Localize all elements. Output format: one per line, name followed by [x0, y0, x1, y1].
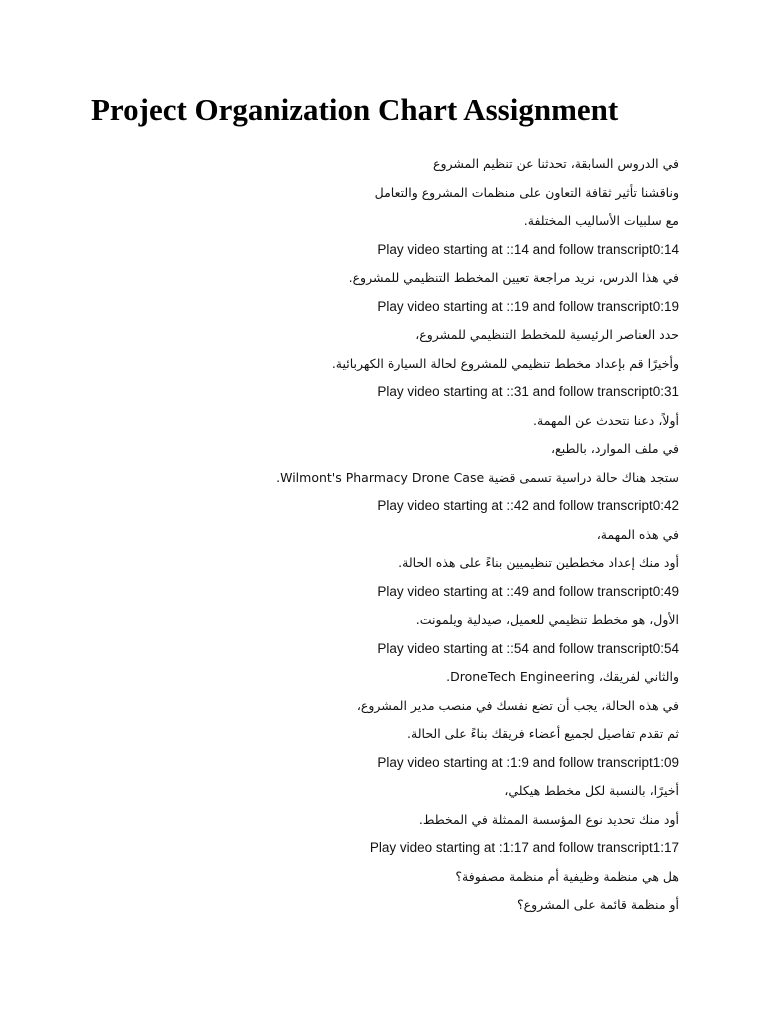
- video-timestamp-line: Play video starting at :1:17 and follow transcript1:17: [369, 840, 679, 855]
- transcript-text-line: والثاني لفريقك، DroneTech Engineering.: [446, 669, 679, 684]
- video-timestamp-line: Play video starting at :1:9 and follow transcript1:09: [377, 754, 679, 770]
- video-timestamp-line: Play video starting at ::19 and follow transcript0:19: [377, 298, 679, 314]
- transcript-lines: [79, 153, 679, 923]
- transcript-text-line: وناقشنا تأثير ثقافة التعاون على منظمات المشروع والتعامل: [374, 184, 679, 200]
- transcript-text-line: هل هي منظمة وظيفية أم منظمة مصفوفة؟: [455, 868, 679, 884]
- transcript-text-line: في هذا الدرس، نريد مراجعة تعيين المخطط التنظيمي للمشروع.: [348, 270, 679, 285]
- transcript-text-line: في ملف الموارد، بالطبع،: [551, 441, 679, 456]
- video-timestamp-line: Play video starting at ::31 and follow transcript0:31: [377, 384, 679, 399]
- transcript-text-line: في هذه المهمة،: [596, 526, 679, 542]
- document-title: Project Organization Chart Assignment: [91, 92, 619, 127]
- transcript-text-line: الأول، هو مخطط تنظيمي للعميل، صيدلية ويلمونت.: [415, 612, 679, 627]
- transcript-text-line: أود منك تحديد نوع المؤسسة الممثلة في المخطط.: [418, 811, 679, 827]
- transcript-text-line: حدد العناصر الرئيسية للمخطط التنظيمي للمشروع،: [415, 327, 679, 342]
- transcript-text-line: وأخيرًا قم بإعداد مخطط تنظيمي للمشروع لحالة السيارة الكهربائية.: [331, 355, 679, 371]
- transcript-text-line: مع سلبيات الأساليب المختلفة.: [523, 213, 679, 228]
- transcript-text-line: أولاً، دعنا نتحدث عن المهمة.: [533, 412, 679, 428]
- transcript-text-line: أو منظمة قائمة على المشروع؟: [517, 897, 679, 912]
- transcript-text-line: في الدروس السابقة، تحدثنا عن تنظيم المشروع: [433, 156, 679, 171]
- transcript-text-line: ثم تقدم تفاصيل لجميع أعضاء فريقك بناءً على الحالة.: [407, 726, 679, 741]
- video-timestamp-line: Play video starting at ::49 and follow transcript0:49: [377, 583, 679, 599]
- transcript-text-line: أخيرًا، بالنسبة لكل مخطط هيكلي،: [504, 783, 679, 798]
- video-timestamp-line: Play video starting at ::42 and follow transcript0:42: [377, 498, 679, 513]
- transcript-text-line: أود منك إعداد مخططين تنظيميين بناءً على هذه الحالة.: [398, 555, 679, 570]
- transcript-text-line: ستجد هناك حالة دراسية تسمى قضية Wilmont's Pharmacy Drone Case.: [276, 469, 679, 485]
- transcript-text-line: في هذه الحالة، يجب أن تضع نفسك في منصب مدير المشروع،: [356, 697, 679, 713]
- video-timestamp-line: Play video starting at ::14 and follow transcript0:14: [377, 241, 679, 257]
- video-timestamp-line: Play video starting at ::54 and follow transcript0:54: [377, 640, 679, 656]
